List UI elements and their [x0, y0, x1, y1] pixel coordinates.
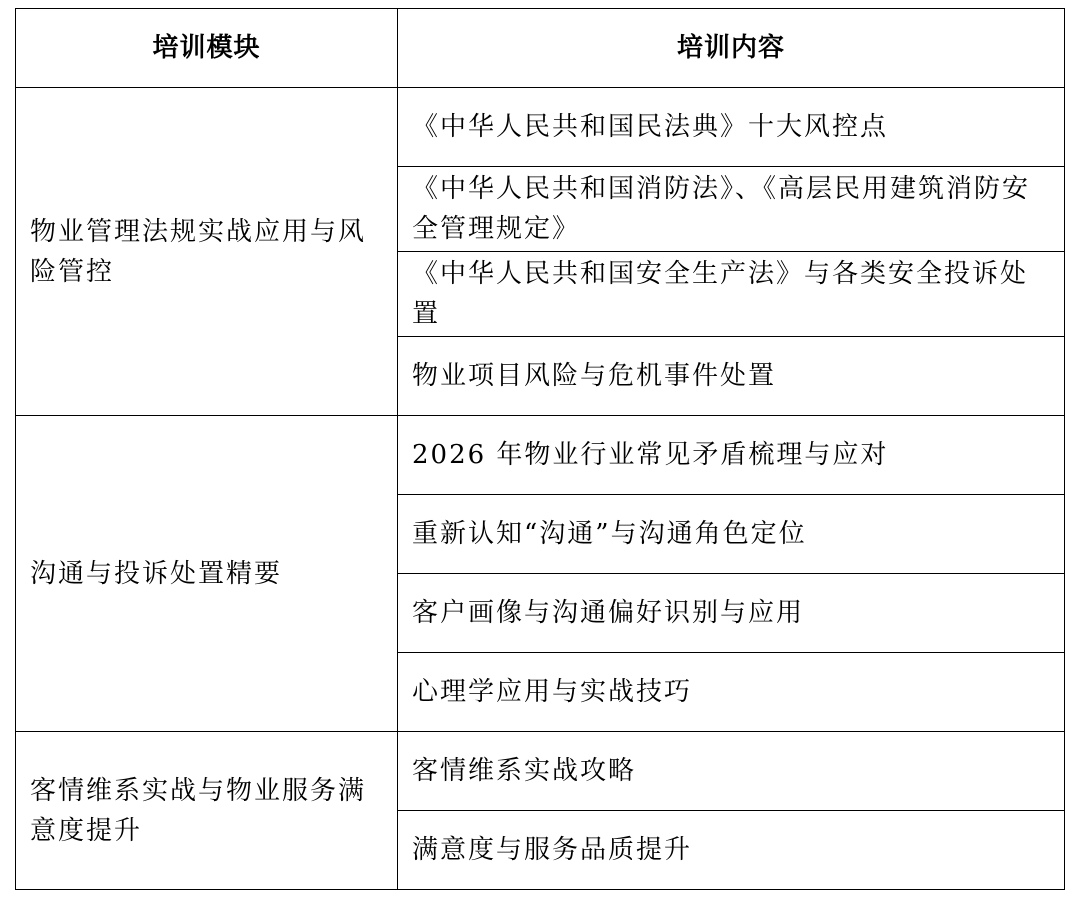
content-cell: 客情维系实战攻略 [398, 732, 1065, 811]
header-content: 培训内容 [398, 9, 1065, 88]
content-cell: 物业项目风险与危机事件处置 [398, 337, 1065, 416]
table-row [16, 732, 1065, 811]
training-table [15, 8, 1065, 890]
content-cell: 心理学应用与实战技巧 [398, 653, 1065, 732]
content-cell: 《中华人民共和国安全生产法》与各类安全投诉处置 [398, 252, 1065, 337]
table-row [16, 416, 1065, 495]
module-cell: 客情维系实战与物业服务满意度提升 [16, 732, 398, 890]
module-cell: 沟通与投诉处置精要 [16, 416, 398, 732]
header-module: 培训模块 [16, 9, 398, 88]
content-cell: 2026 年物业行业常见矛盾梳理与应对 [398, 416, 1065, 495]
header-row [16, 9, 1065, 88]
content-cell: 重新认知“沟通”与沟通角色定位 [398, 495, 1065, 574]
content-cell: 《中华人民共和国消防法》、《高层民用建筑消防安全管理规定》 [398, 167, 1065, 252]
content-cell: 满意度与服务品质提升 [398, 811, 1065, 890]
module-cell: 物业管理法规实战应用与风险管控 [16, 88, 398, 416]
content-cell: 《中华人民共和国民法典》十大风控点 [398, 88, 1065, 167]
table-row [16, 88, 1065, 167]
content-cell: 客户画像与沟通偏好识别与应用 [398, 574, 1065, 653]
